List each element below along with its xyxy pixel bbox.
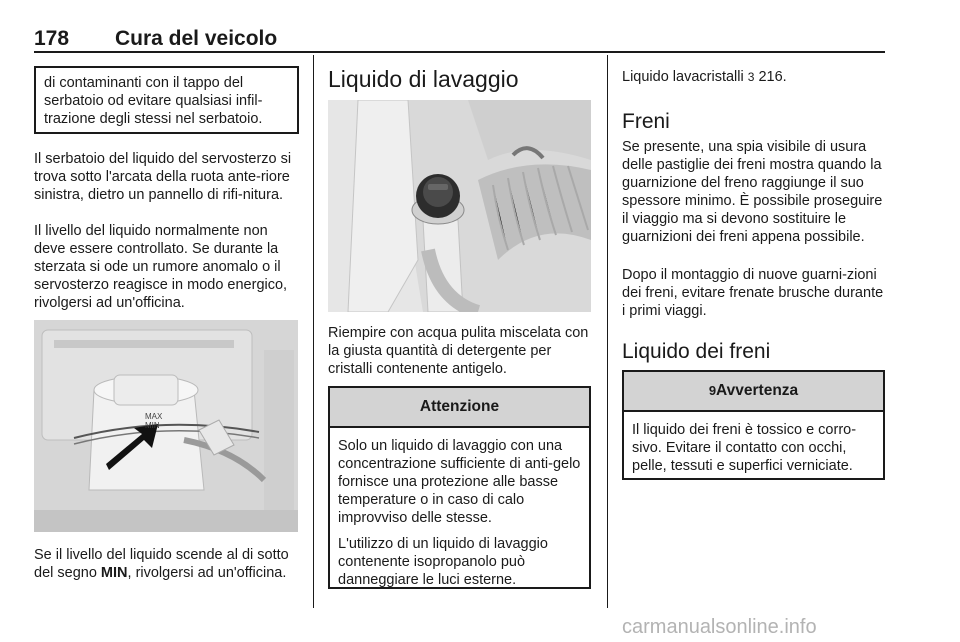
- page-number: 178: [34, 27, 70, 50]
- warning-title: 9Avvertenza: [624, 372, 883, 412]
- washer-fluid-heading: Liquido di lavaggio: [328, 66, 519, 92]
- column-divider-2: [607, 55, 608, 608]
- attention-paragraph-2: L'utilizzo di un liquido di lavaggio contenente isopropanolo può danneggiare le luci esterne.: [338, 536, 548, 588]
- servo-location-paragraph: Il serbatoio del liquido del servosterzo si trova sotto l'arcata della ruota ante-riore sinistra, dietro un pannello di rifi-nitura.: [34, 151, 292, 203]
- warning-triangle-icon: 9: [708, 383, 717, 398]
- min-level-paragraph: Se il livello del liquido scende al di sotto del segno MIN, rivolgersi ad un'officina.: [34, 547, 289, 581]
- continuation-box: [34, 66, 299, 134]
- warning-text: Il liquido dei freni è tossico e corro-sivo. Evitare il contatto con occhi, pelle, tessuti e superfici verniciate.: [632, 422, 857, 474]
- watermark: carmanualsonline.info: [622, 616, 817, 638]
- washer-illustration: [328, 100, 591, 312]
- washer-reference: Liquido lavacristalli 3 216.: [622, 69, 787, 85]
- arrow-ref-icon: 3: [747, 70, 755, 84]
- attention-paragraph-1: Solo un liquido di lavaggio con una concentrazione sufficiente di anti-gelo fornisce una protezione alle basse temperature o in caso di calo improvviso delle stesse.: [338, 438, 581, 526]
- washer-reservoir-image: [328, 100, 591, 312]
- continuation-text: di contaminanti con il tappo del serbatoio od evitare qualsiasi infil-trazione degli stessi nel serbatoio.: [44, 75, 263, 127]
- servo-reservoir-image: [34, 320, 298, 532]
- new-brakes-paragraph: Dopo il montaggio di nuove guarni-zioni dei freni, evitare frenate brusche durante i primi viaggi.: [622, 267, 884, 319]
- servo-check-paragraph: Il livello del liquido normalmente non deve essere controllato. Se durante la sterzata si ode un rumore anomalo o il servosterzo reagisce in modo energico, rivolgersi ad un'officina.: [34, 223, 288, 311]
- brakes-heading: Freni: [622, 110, 670, 133]
- page-title: Cura del veicolo: [115, 27, 278, 50]
- reservoir-illustration: [34, 320, 298, 532]
- max-label: MAX: [145, 412, 163, 421]
- brake-wear-paragraph: Se presente, una spia visibile di usura delle pastiglie dei freni mostra quando la guarnizione del freno raggiunge il suo spessore minimo. È possibile proseguire il viaggio ma si devono sostituire le guarnizioni dei freni appena possibile.: [622, 139, 883, 245]
- column-divider-1: [313, 55, 314, 608]
- attention-title: Attenzione: [330, 388, 589, 428]
- brake-fluid-heading: Liquido dei freni: [622, 340, 771, 363]
- header-rule: [34, 51, 885, 53]
- min-label: MIN: [145, 421, 160, 430]
- min-mark: MIN: [100, 565, 128, 581]
- warning-box: [622, 370, 885, 480]
- attention-box: [328, 386, 591, 589]
- washer-fill-paragraph: Riempire con acqua pulita miscelata con la giusta quantità di detergente per cristalli contenente antigelo.: [328, 325, 589, 377]
